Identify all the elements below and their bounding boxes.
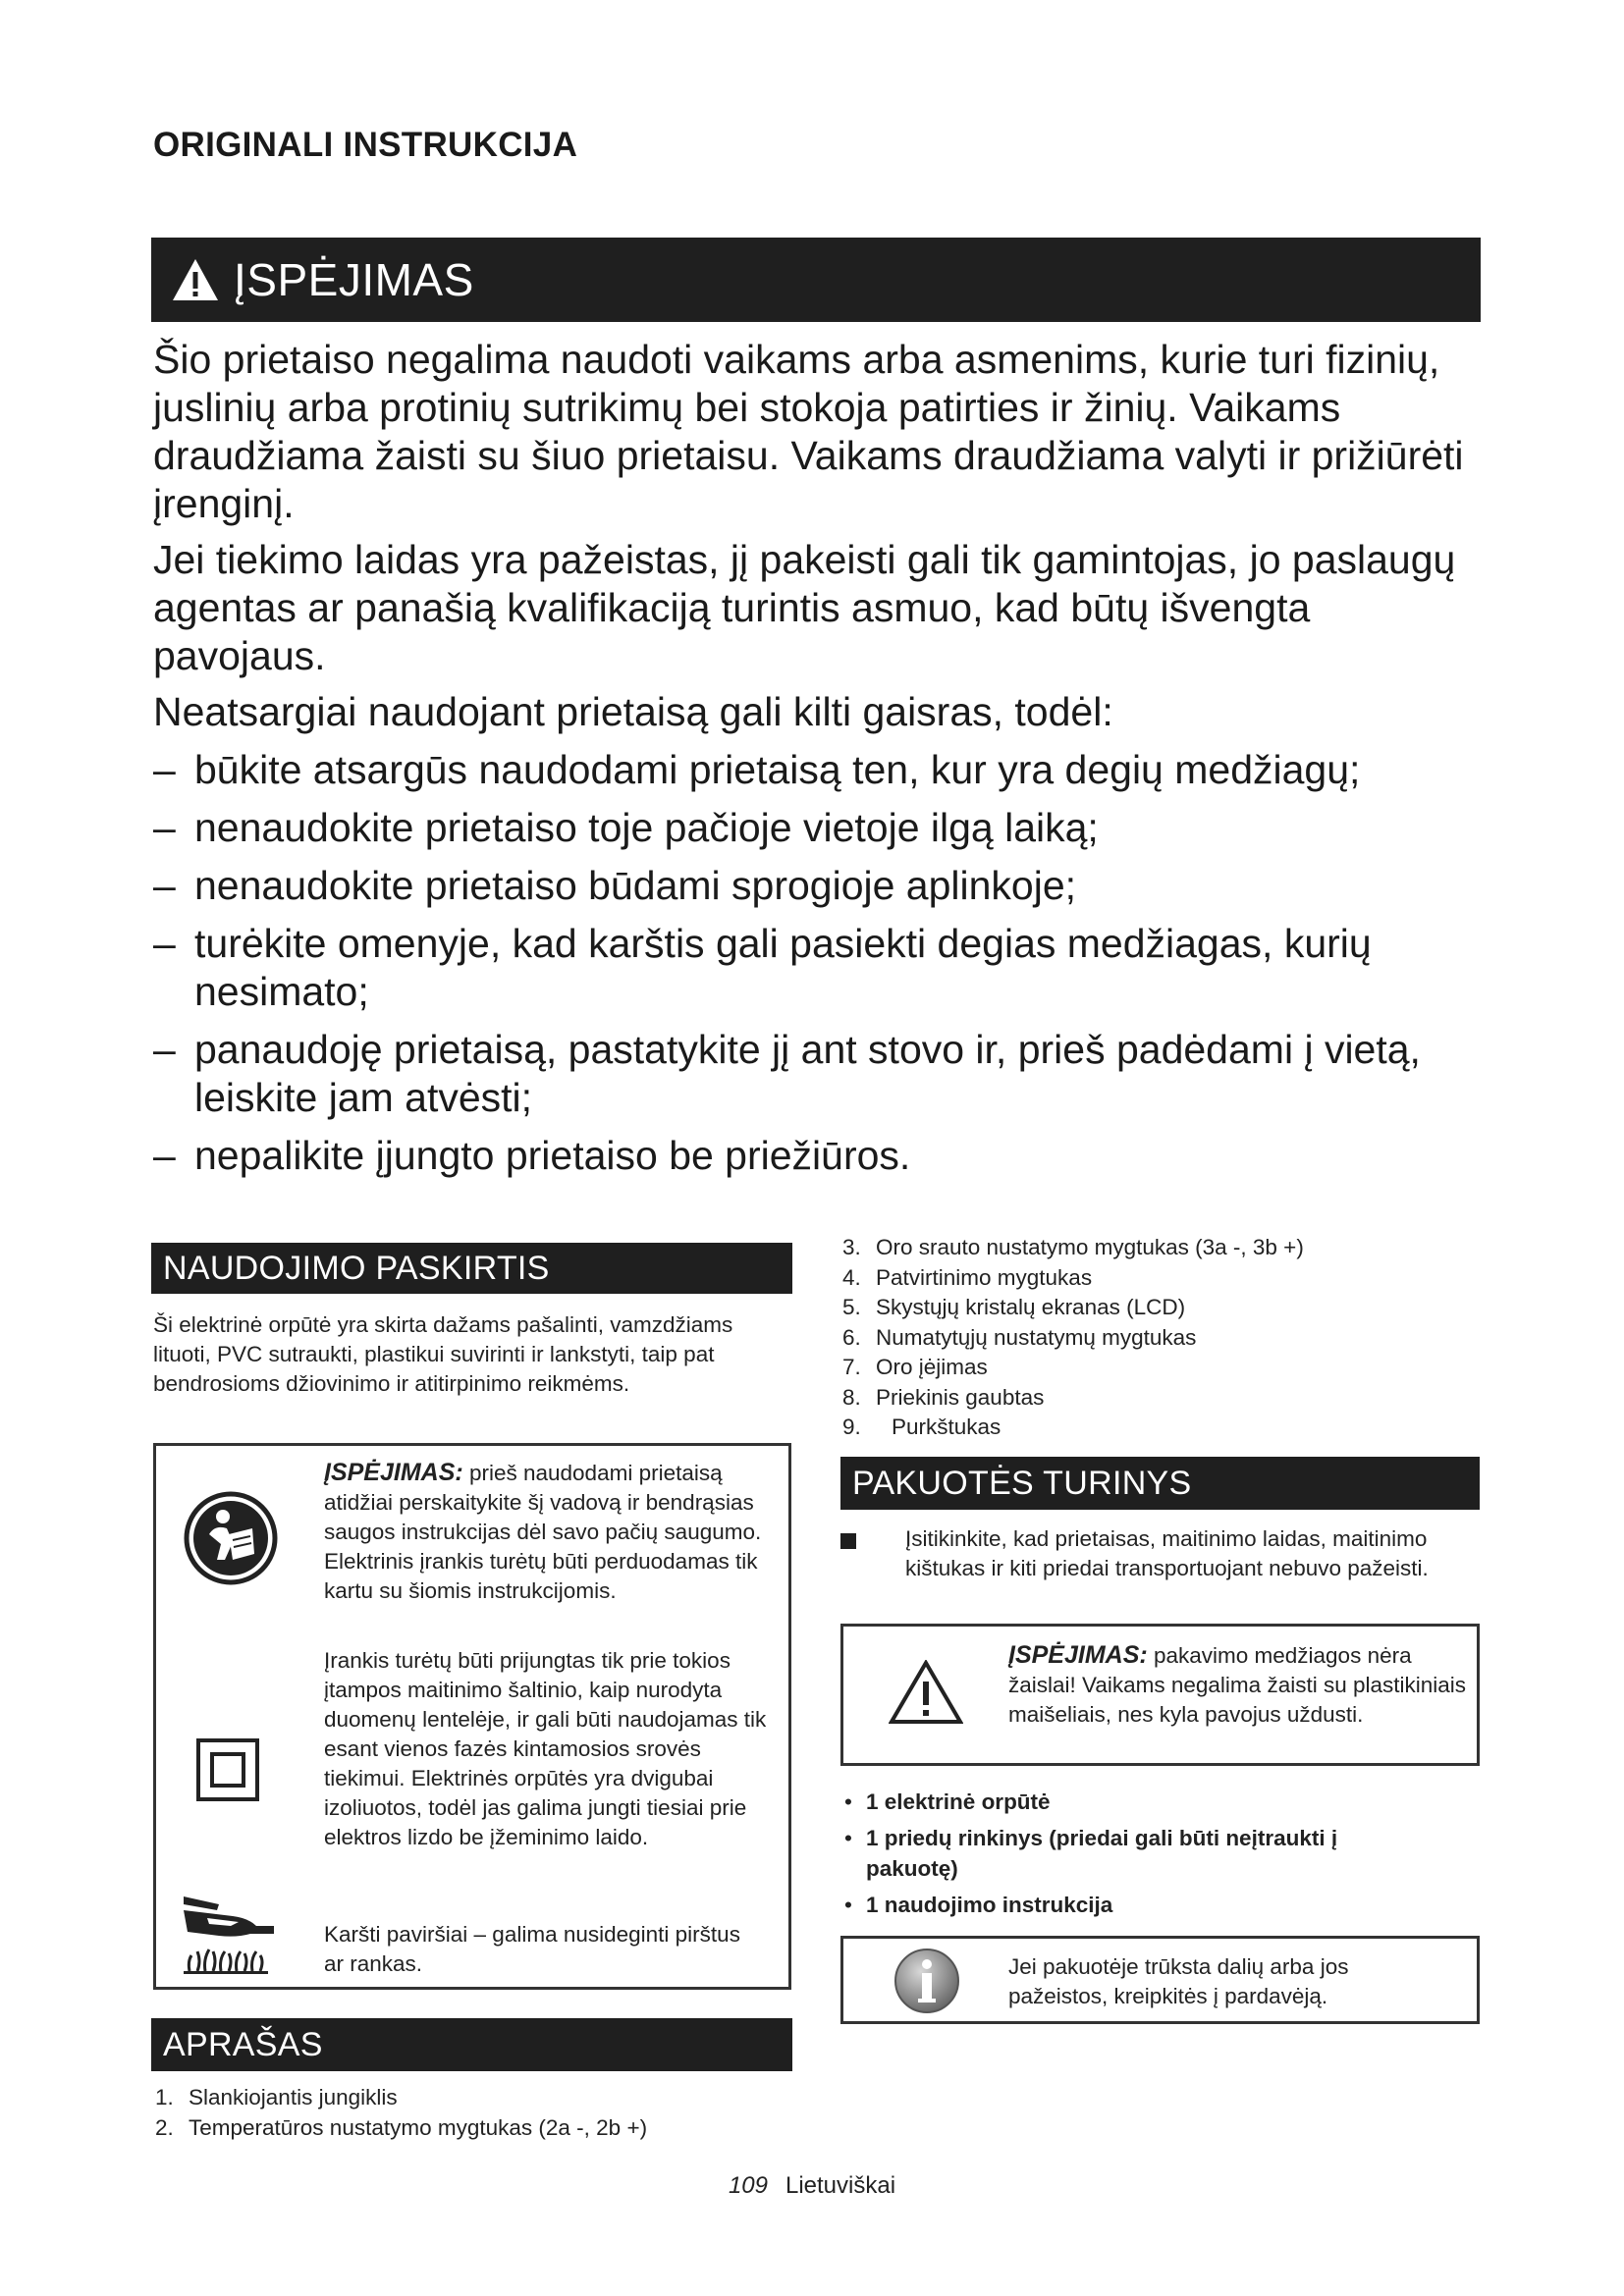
page-number: 109 [728,2172,768,2199]
list-item: 6. Numatytųjų nustatymų mygtukas [842,1324,1197,1350]
class-ii-double-insulation-icon [195,1737,260,1802]
warning-label: ĮSPĖJIMAS [234,254,474,305]
list-item: 9. Purkštukas [842,1415,1001,1439]
section-heading-package: PAKUOTĖS TURINYS [840,1457,1480,1510]
hot-surface-text: Karšti paviršiai – galima nusideginti pirštus ar rankas. [324,1922,740,1976]
warning-body [153,336,1489,1190]
notice-text: pakavimo medžiagos nėra žaislai! Vaikams negalima žaisti su plastikiniais maišeliais, nes kyla pavojus uždusti. [1008,1643,1467,1727]
warning-item: – nepalikite įjungto prietaiso be priežiūros. [153,1132,1489,1180]
page-footer [0,2172,1624,2200]
section-heading-description: APRAŠAS [151,2018,792,2071]
footer-language: Lietuviškai [785,2172,896,2199]
warning-item: – būkite atsargūs naudodami prietaisą ten, kur yra degių medžiagų; [153,746,1489,794]
list-item: 7. Oro įėjimas [842,1355,988,1379]
warning-item: – turėkite omenyje, kad karštis gali pasiekti degias medžiagas, kurių nesimato; [153,920,1489,1016]
warning-paragraph: Šio prietaiso negalima naudoti vaikams arba asmenims, kurie turi fizinių, juslinių arba protinių sutrikimų bei stokoja patirties ir žinių. Vaikams draudžiama žaisti su šiuo prietaisu. Vaikams draudžiama valyti ir prižiūrėti įrenginį. [153,337,1464,526]
notice-text: prieš naudodami prietaisą atidžiai perskaitykite šį vadovą ir bendrąsias saugos instrukcijas dėl savo pačių saugumo. Elektrinis įrankis turėtų būti perduodamas tik kartu su šiomis instrukcijomis. [324,1461,762,1603]
info-icon [893,1947,961,2015]
list-item: 5. Skystųjų kristalų ekranas (LCD) [842,1295,1186,1319]
list-item: • 1 priedų rinkinys (priedai gali būti neįtraukti į pakuotę) [840,1823,1469,1884]
warning-paragraph: Neatsargiai naudojant prietaisą gali kilti gaisras, todėl: [153,689,1113,734]
list-item: 4. Patvirtinimo mygtukas [842,1264,1093,1290]
read-manual-text [324,1458,785,1606]
warning-item: – panaudoję prietaisą, pastatykite jį ant stovo ir, prieš padėdami į vietą, leiskite jam atvėsti; [153,1026,1489,1122]
list-item: 2. Temperatūros nustatymo mygtukas (2a -, 2b +) [155,2114,648,2140]
package-warning-text [1008,1640,1474,1730]
notice-label: ĮSPĖJIMAS: [1008,1641,1148,1669]
description-list-left [155,2083,784,2143]
hot-surface-icon [180,1893,278,1975]
package-warning-box [840,1624,1480,1766]
read-manual-icon [184,1491,278,1585]
package-contents-list [840,1787,1469,1920]
description-list-right [842,1233,1471,1443]
purpose-text: Ši elektrinė orpūtė yra skirta dažams pašalinti, vamzdžiams lituoti, PVC sutraukti, plastikui suvirinti ir lankstyti, taip pat bendrosioms džiovinimo ir atitirpinimo reikmėms. [153,1312,733,1396]
warning-banner [151,238,1481,322]
info-box [840,1936,1480,2024]
warning-triangle-icon [171,257,220,302]
list-item: • 1 elektrinė orpūtė [840,1787,1469,1817]
section-heading-purpose: NAUDOJIMO PASKIRTIS [151,1243,792,1294]
document-title: ORIGINALI INSTRUKCIJA [153,126,578,164]
warning-item: – nenaudokite prietaiso būdami sprogioje aplinkoje; [153,862,1489,910]
list-item: 3. Oro srauto nustatymo mygtukas (3a -, 3b +) [842,1235,1304,1259]
list-item: 1. Slankiojantis jungiklis [155,2085,398,2109]
notice-label: ĮSPĖJIMAS: [324,1459,463,1486]
warning-triangle-icon [889,1660,963,1725]
list-item: 8. Priekinis gaubtas [842,1384,1045,1410]
class-ii-text: Įrankis turėtų būti prijungtas tik prie tokios įtampos maitinimo šaltinio, kaip nurodyta duomenų lentelėje, ir gali būti naudojamas tik esant vienos fazės kintamosios srovės tiekimui. Elektrinės orpūtės yra dvigubai izoliuotos, todėl jas galima jungti tiesiai prie elektros lizdo be įžeminimo laido. [324,1648,767,1849]
warning-paragraph: Jei tiekimo laidas yra pažeistas, jį pakeisti gali tik gamintojas, jo paslaugų agentas ar panašią kvalifikaciją turintis asmuo, kad būtų išvengta pavojaus. [153,537,1456,678]
list-item: • 1 naudojimo instrukcija [840,1890,1469,1920]
info-text: Jei pakuotėje trūksta dalių arba jos pažeistos, kreipkitės į pardavėją. [1008,1954,1349,2008]
check-square-icon [840,1533,856,1549]
warning-item: – nenaudokite prietaiso toje pačioje vietoje ilgą laiką; [153,804,1489,852]
safety-symbols-box [153,1443,791,1990]
package-check-text: Įsitikinkite, kad prietaisas, maitinimo laidas, maitinimo kištukas ir kiti priedai transportuojant nebuvo pažeisti. [905,1526,1429,1580]
